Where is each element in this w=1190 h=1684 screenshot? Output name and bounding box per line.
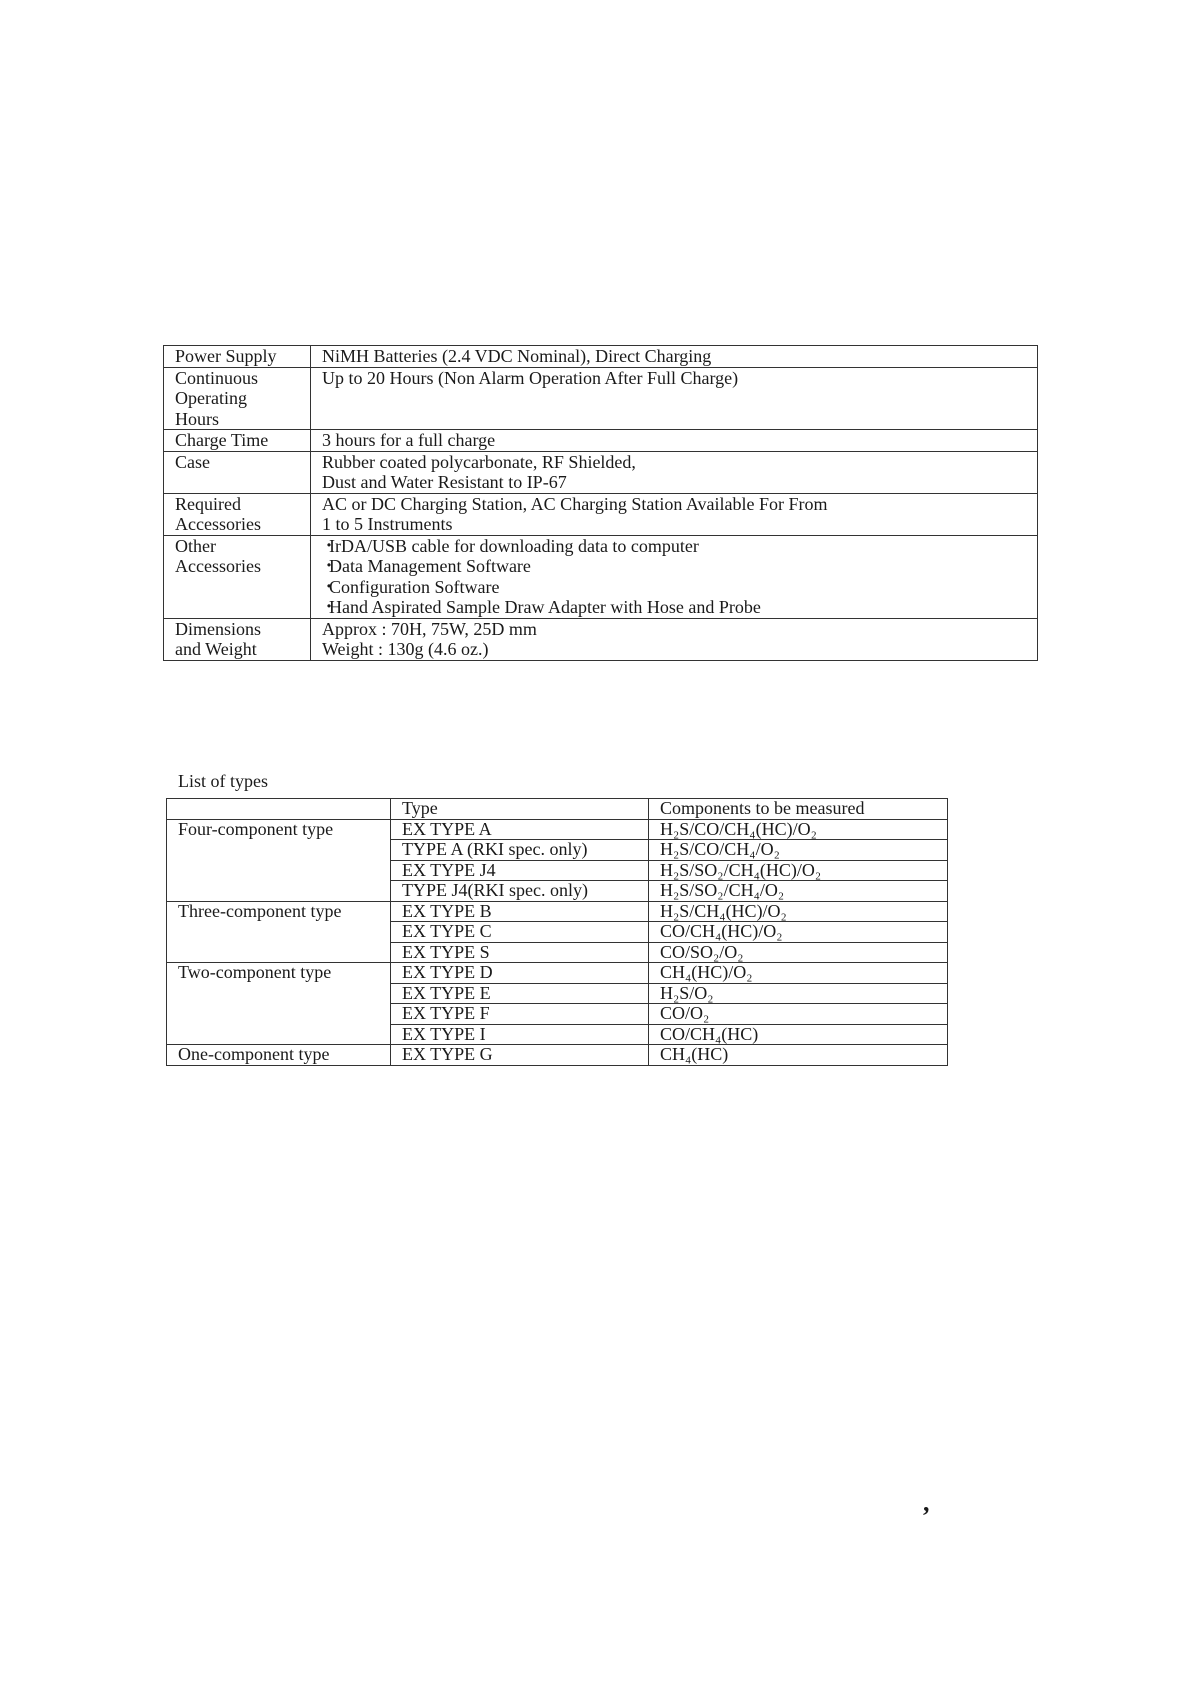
components-cell: CO/CH₄(HC) bbox=[649, 1024, 948, 1045]
types-header-cell bbox=[167, 799, 391, 820]
group-name-cell bbox=[167, 922, 391, 943]
table-row bbox=[167, 881, 948, 902]
components-cell: H₂S/CH₄(HC)/O₂ bbox=[649, 901, 948, 922]
spec-row bbox=[164, 493, 1038, 535]
spec-value-line: ・ Data Management Software bbox=[322, 556, 1037, 577]
group-name-cell bbox=[167, 983, 391, 1004]
type-cell: EX TYPE J4 bbox=[391, 860, 649, 881]
spec-value-cell bbox=[311, 493, 1038, 535]
group-name-cell bbox=[167, 1024, 391, 1045]
type-cell: EX TYPE B bbox=[391, 901, 649, 922]
type-cell: EX TYPE C bbox=[391, 922, 649, 943]
type-cell: EX TYPE G bbox=[391, 1045, 649, 1066]
spec-value-cell bbox=[311, 346, 1038, 368]
group-name-cell: Three-component type bbox=[167, 901, 391, 922]
spec-value-line: 3 hours for a full charge bbox=[322, 430, 496, 450]
spec-value-line: Up to 20 Hours (Non Alarm Operation After Full Charge) bbox=[322, 367, 739, 388]
group-name-cell: One-component type bbox=[167, 1045, 391, 1066]
types-caption: List of types bbox=[178, 771, 268, 791]
spec-label-line: Other bbox=[175, 535, 216, 556]
spec-label-line: Operating bbox=[175, 388, 247, 408]
spec-row bbox=[164, 430, 1038, 452]
spec-value-line: Weight : 130g (4.6 oz.) bbox=[322, 639, 489, 659]
spec-value-line: Rubber coated polycarbonate, RF Shielded, bbox=[322, 451, 636, 472]
spec-label-line: Accessories bbox=[175, 556, 261, 576]
group-name-cell bbox=[167, 860, 391, 881]
spec-label-line: Required bbox=[175, 493, 241, 514]
components-cell: H₂S/CO/CH₄/O₂ bbox=[649, 840, 948, 861]
spec-label-cell bbox=[164, 618, 311, 660]
table-row bbox=[167, 819, 948, 840]
type-cell: TYPE A (RKI spec. only) bbox=[391, 840, 649, 861]
spec-value-line: Dust and Water Resistant to IP-67 bbox=[322, 472, 567, 492]
spec-value-line: 1 to 5 Instruments bbox=[322, 514, 453, 534]
type-cell: EX TYPE I bbox=[391, 1024, 649, 1045]
table-row bbox=[167, 860, 948, 881]
spec-value-line: ・ Hand Aspirated Sample Draw Adapter with Hose and Probe bbox=[322, 597, 1037, 618]
spec-label-cell bbox=[164, 430, 311, 452]
table-row bbox=[167, 1045, 948, 1066]
table-row bbox=[167, 840, 948, 861]
table-row bbox=[167, 901, 948, 922]
components-cell: H₂S/CO/CH₄(HC)/O₂ bbox=[649, 819, 948, 840]
spec-label-cell bbox=[164, 535, 311, 618]
table-row bbox=[167, 1004, 948, 1025]
table-row bbox=[167, 983, 948, 1004]
components-cell: H₂S/SO₂/CH₄/O₂ bbox=[649, 881, 948, 902]
types-table bbox=[166, 798, 948, 1066]
spec-label-cell bbox=[164, 451, 311, 493]
components-cell: CH₄(HC) bbox=[649, 1045, 948, 1066]
spec-label-line: Hours bbox=[175, 408, 219, 429]
spec-label-line: Case bbox=[175, 451, 210, 472]
spec-row bbox=[164, 618, 1038, 660]
page-mark: , bbox=[923, 1488, 930, 1517]
spec-value-line: ・ IrDA/USB cable for downloading data to computer bbox=[322, 536, 1037, 557]
spec-row bbox=[164, 535, 1038, 618]
spec-label-line: Continuous bbox=[175, 367, 259, 388]
spec-value-cell bbox=[311, 367, 1038, 430]
type-cell: EX TYPE D bbox=[391, 963, 649, 984]
type-cell: EX TYPE A bbox=[391, 819, 649, 840]
spec-row bbox=[164, 367, 1038, 430]
types-header-cell: Components to be measured bbox=[649, 799, 948, 820]
group-name-cell bbox=[167, 1004, 391, 1025]
spec-label-line: Charge Time bbox=[175, 430, 269, 450]
spec-label-line: Dimensions bbox=[175, 618, 262, 639]
spec-row bbox=[164, 451, 1038, 493]
type-cell: EX TYPE F bbox=[391, 1004, 649, 1025]
spec-label-line: and Weight bbox=[175, 639, 257, 659]
table-row bbox=[167, 922, 948, 943]
type-cell: EX TYPE E bbox=[391, 983, 649, 1004]
types-header-cell: Type bbox=[391, 799, 649, 820]
spec-label-cell bbox=[164, 346, 311, 368]
spec-value-cell bbox=[311, 535, 1038, 618]
spec-label-line: Power Supply bbox=[175, 346, 277, 366]
spec-value-cell bbox=[311, 618, 1038, 660]
spec-label-cell bbox=[164, 493, 311, 535]
components-cell: CO/SO₂/O₂ bbox=[649, 942, 948, 963]
type-cell: TYPE J4(RKI spec. only) bbox=[391, 881, 649, 902]
spec-value-cell bbox=[311, 451, 1038, 493]
spec-value-line: ・ Configuration Software bbox=[322, 577, 1037, 598]
spec-table bbox=[163, 345, 1038, 661]
spec-value-line: AC or DC Charging Station, AC Charging Station Available For From bbox=[322, 493, 828, 514]
components-cell: CO/CH₄(HC)/O₂ bbox=[649, 922, 948, 943]
spec-value-line: Approx : 70H, 75W, 25D mm bbox=[322, 618, 537, 639]
group-name-cell bbox=[167, 840, 391, 861]
spec-label-cell bbox=[164, 367, 311, 430]
spec-value-cell bbox=[311, 430, 1038, 452]
spec-label-line: Accessories bbox=[175, 514, 261, 534]
group-name-cell bbox=[167, 942, 391, 963]
table-row bbox=[167, 1024, 948, 1045]
group-name-cell: Two-component type bbox=[167, 963, 391, 984]
types-header-row bbox=[167, 799, 948, 820]
table-row bbox=[167, 963, 948, 984]
components-cell: CH₄(HC)/O₂ bbox=[649, 963, 948, 984]
spec-value-line: NiMH Batteries (2.4 VDC Nominal), Direct Charging bbox=[322, 346, 712, 366]
components-cell: CO/O₂ bbox=[649, 1004, 948, 1025]
group-name-cell bbox=[167, 881, 391, 902]
group-name-cell: Four-component type bbox=[167, 819, 391, 840]
table-row bbox=[167, 942, 948, 963]
components-cell: H₂S/O₂ bbox=[649, 983, 948, 1004]
spec-table-body bbox=[164, 346, 1038, 661]
spec-row bbox=[164, 346, 1038, 368]
types-table-body bbox=[167, 799, 948, 1066]
type-cell: EX TYPE S bbox=[391, 942, 649, 963]
components-cell: H₂S/SO₂/CH₄(HC)/O₂ bbox=[649, 860, 948, 881]
